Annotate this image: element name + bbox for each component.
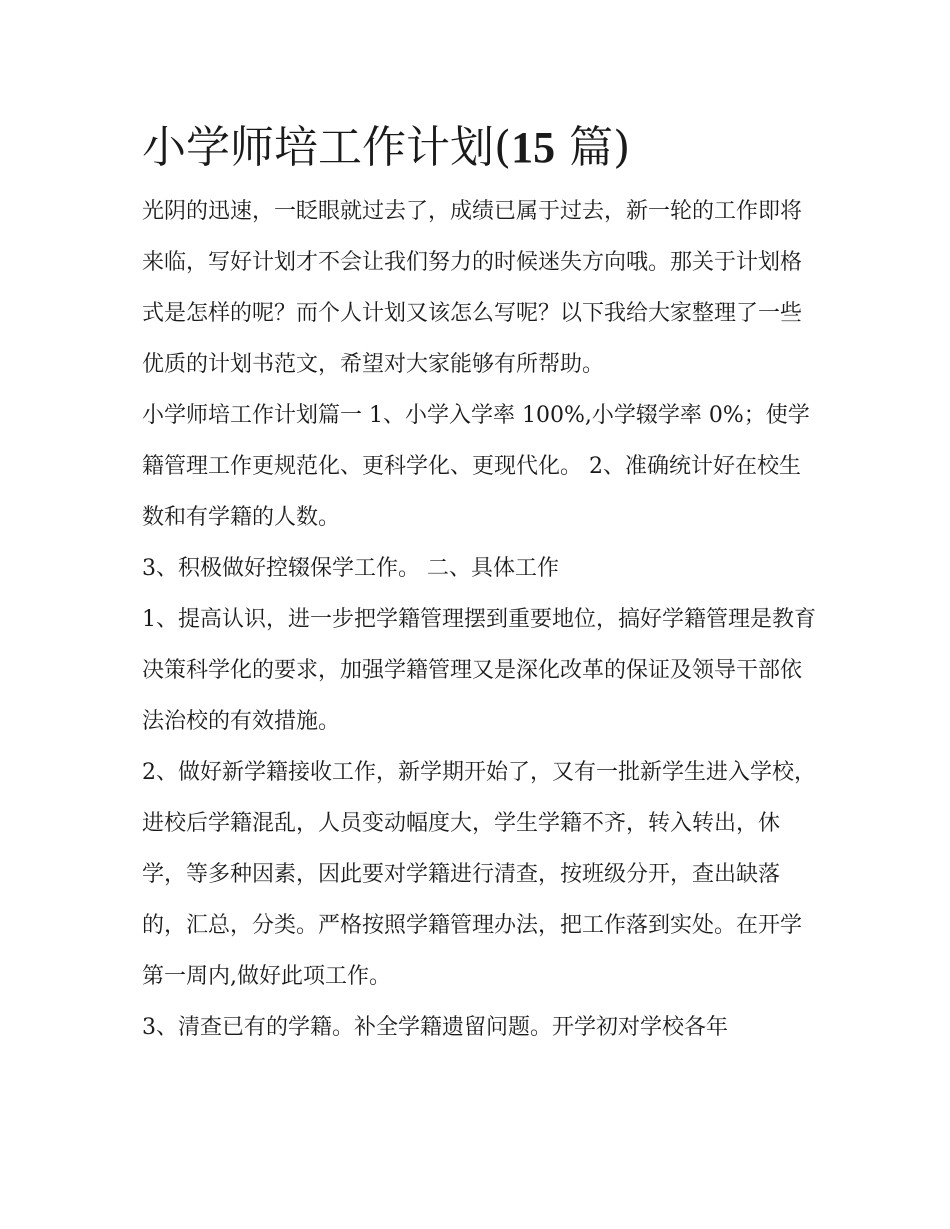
document-title xyxy=(142,118,822,178)
title-suffix: 篇) xyxy=(555,122,631,173)
work-item-two-paragraph: 2、做好新学籍接收工作，新学期开始了，又有一批新学生进入学校，进校后学籍混乱，人员变动幅度大，学生学籍不齐，转入转出，休学，等多种因素，因此要对学籍进行清查，按班级分开，查出缺落的，汇总，分类。严格按照学籍管理办法，把工作落到实处。在开学第一周内,做好此项工作。 xyxy=(142,760,816,989)
intro-paragraph: 光阴的迅速，一眨眼就过去了，成绩已属于过去，新一轮的工作即将来临，写好计划才不会让我们努力的时候迷失方向哦。那关于计划格式是怎样的呢？而个人计划又该怎么写呢？以下我给大家整理了一些优质的计划书范文，希望对大家能够有所帮助。 xyxy=(142,199,803,377)
work-item-one-paragraph: 1、提高认识，进一步把学籍管理摆到重要地位，搞好学籍管理是教育决策科学化的要求，加强学籍管理又是深化改革的保证及领导干部依法治校的有效措施。 xyxy=(142,607,816,734)
section-one-paragraph: 小学师培工作计划篇一 1、小学入学率 100%,小学辍学率 0%；使学籍管理工作更规范化、更科学化、更现代化。 2、准确统计好在校生数和有学籍的人数。 xyxy=(142,403,810,530)
title-prefix: 小学师培工作计划( xyxy=(142,122,512,173)
title-number: 15 xyxy=(511,123,556,172)
work-item-three-paragraph: 3、清查已有的学籍。补全学籍遗留问题。开学初对学校各年 xyxy=(142,1015,728,1040)
document-page xyxy=(142,118,822,1053)
item-three-paragraph: 3、积极做好控辍保学工作。 二、具体工作 xyxy=(142,556,559,581)
